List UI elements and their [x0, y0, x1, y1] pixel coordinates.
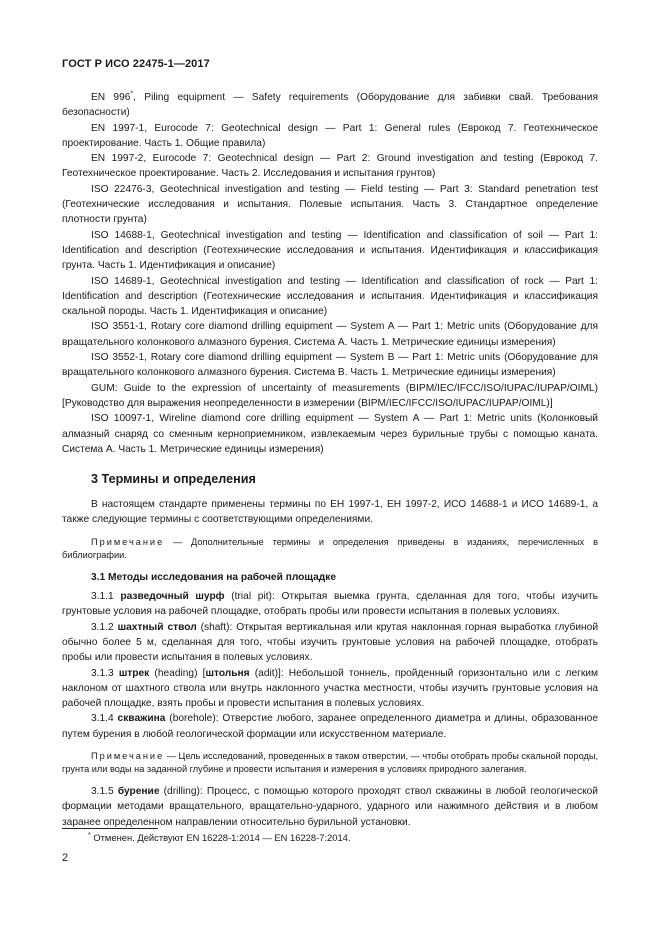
subsection-title: 3.1 Методы исследования на рабочей площадке: [91, 571, 337, 583]
term-definition: [62, 620, 598, 666]
definition-text: (trial pit): Открытая выемка грунта, сделанная для того, чтобы изучить грунтовые условия на рабочей площадке, отобрать пробы или провести испытания в полевых условиях.: [62, 591, 598, 618]
term: скважина: [117, 713, 166, 725]
footnote-text: Отменен. Действуют EN 16228-1:2014 — EN 16228-7:2014.: [90, 832, 351, 843]
page-number: 2: [62, 852, 69, 864]
term-number: 3.1.1: [91, 591, 121, 603]
term: шахтный ствол: [117, 621, 197, 633]
document-body: [62, 90, 598, 830]
term: разведочный шурф: [120, 591, 225, 603]
reference-item: ISO 14688-1, Geotechnical investigation and testing — Identification and classification of soil — Part 1: Identification and description (Геотехнические исследования и испытания. Идентификация и классификация грунта. Часть 1. Идентификация и описание): [62, 229, 598, 272]
footnote-marker: *: [130, 90, 134, 98]
note: [62, 750, 598, 776]
definition-text: (borehole): Отверстие любого, заранее определенного диаметра и длины, образованное путем бурения в любой геологической формации или искусственном материале.: [62, 713, 599, 740]
term: штрек: [118, 667, 150, 679]
reference-item: ISO 10097-1, Wireline diamond core drilling equipment — System A — Part 1: Metric units (Колонковый алмазный снаряд со сменным керноприемником, извлекаемым через бурильные трубы с помощью каната. Система А. Часть 1. Метрические единицы измерения): [62, 413, 598, 455]
term-english: (heading) [: [149, 667, 206, 679]
note-text: — Дополнительные термины и определения приведены в изданиях, перечисленных в библиографии.: [62, 536, 598, 560]
term: бурение: [117, 785, 160, 797]
term-number: 3.1.3: [91, 667, 119, 679]
note-label: Примечание: [91, 536, 165, 547]
standard-header: ГОСТ Р ИСО 22475-1—2017: [62, 58, 210, 70]
note: [62, 536, 598, 562]
reference-code: EN 996: [91, 92, 131, 103]
term-definition: [62, 784, 598, 830]
reference-item: ISO 3552-1, Rotary core diamond drilling equipment — System B — Part 1: Metric units (Оборудование для вращательного колонкового алмазного бурения. Система В. Часть 1. Метрические единицы измерения): [62, 352, 598, 379]
term: штольня: [205, 667, 250, 679]
term-number: 3.1.5: [91, 785, 118, 797]
reference-item: GUM: Guide to the expression of uncertainty of measurements (BIPM/IEC/IFCC/ISO/IUPAC/IUPAP/OIML) [Руководство для выражения неопределенности в измерении (BIPM/IEC/IFCC/ISO/IUPAC/IUPAP/OIML)]: [62, 382, 598, 409]
reference-item: [62, 90, 598, 121]
note-label: Примечание: [91, 750, 165, 761]
term-number: 3.1.2: [91, 621, 118, 633]
reference-item: EN 1997-2, Eurocode 7: Geotechnical design — Part 2: Ground investigation and testing (Еврокод 7. Геотехническое проектирование. Часть 2. Исследования и испытания грунтов): [62, 153, 598, 180]
reference-item: EN 1997-1, Eurocode 7: Geotechnical design — Part 1: General rules (Еврокод 7. Геотехническое проектирование. Часть 1. Общие правила): [62, 122, 598, 149]
reference-text: , Piling equipment — Safety requirements (Оборудование для забивки свай. Требования безопасности): [62, 92, 599, 119]
section-intro: В настоящем стандарте применены термины по ЕН 1997-1, ЕН 1997-2, ИСО 14688-1 и ИСО 14689-1, а также следующие термины с соответствующими определениями.: [62, 499, 598, 526]
reference-item: ISO 3551-1, Rotary core diamond drilling equipment — System A — Part 1: Metric units (Оборудование для вращательного колонкового алмазного бурения. Система А. Часть 1. Метрические единицы измерения): [62, 321, 598, 348]
footnote-marker: *: [88, 831, 91, 839]
note-text: — Цель исследований, проведенных в таком отверстии, — чтобы отобрать пробы скальной породы, грунта или воды на заданной глубине и провести испытания и измерения в условиях природного залегания.: [62, 750, 598, 774]
reference-item: ISO 22476-3, Geotechnical investigation and testing — Field testing — Part 3: Standard penetration test (Геотехнические исследования и испытания. Полевые испытания. Часть 3. Стандартное определение плотности грунта): [62, 183, 598, 226]
term-definition: [62, 589, 598, 620]
definition-text: (adit)]: Небольшой тоннель, пройденный горизонтально или с легким наклоном от шахтного ствола или внутрь наклонного участка местности, чтобы изучить грунтовые условия на рабочей площадке, взять пробы и провести испытания в полевых условиях.: [62, 667, 598, 710]
section-title: 3 Термины и определения: [91, 472, 256, 487]
reference-item: ISO 14689-1, Geotechnical investigation and testing — Identification and classification of rock — Part 1: Identification and description (Геотехнические исследования и испытания. Идентификация и классификация скальной породы. Часть 1. Идентификация и описание): [62, 275, 598, 318]
definition-text: (drilling): Процесс, с помощью которого проходят ствол скважины в любой геологической формации методами вращательного, вращательно-ударного, ударного или нажимного действия и в любом заранее определенном направлении относительно бурильной установки.: [62, 785, 598, 828]
term-number: 3.1.4: [91, 713, 118, 725]
footnote: [88, 832, 351, 844]
term-definition: [62, 666, 598, 712]
footnote-divider: [62, 828, 158, 829]
definition-text: (shaft): Открытая вертикальная или крутая наклонная горная выработка глубиной обычно более 5 м, сделанная для того, чтобы изучить грунтовые условия на рабочей площадке, отобрать пробы или провести испытания в полевых условиях.: [62, 621, 599, 664]
term-definition: [62, 711, 598, 742]
